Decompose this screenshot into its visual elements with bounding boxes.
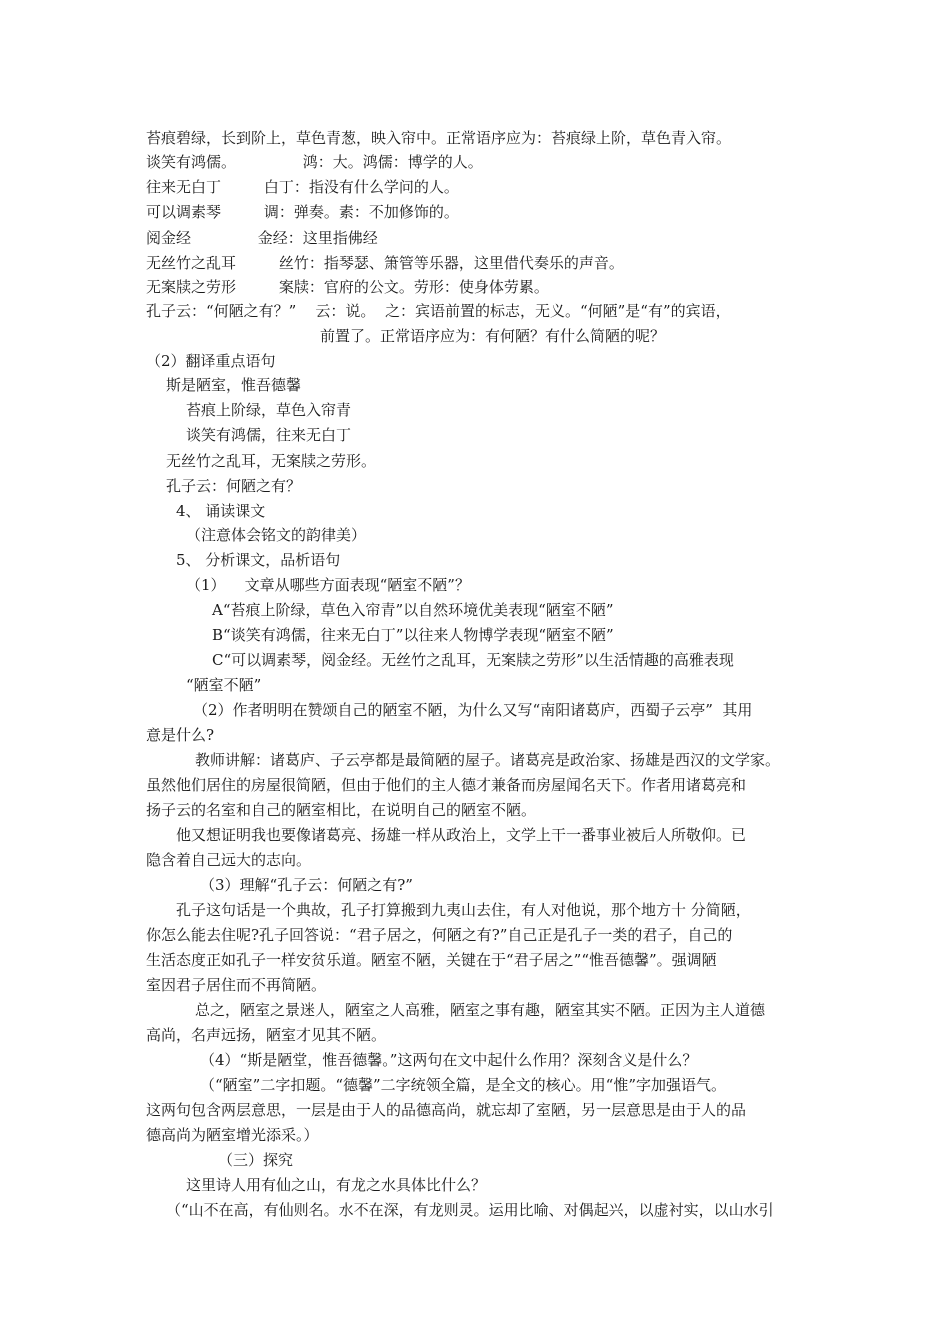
text-line: 谈笑有鸿儒。 鸿：大。鸿儒：博学的人。 bbox=[146, 153, 483, 171]
text-line: 谈笑有鸿儒，往来无白丁 bbox=[186, 426, 352, 444]
text-line: 总之，陋室之景迷人，陋室之人高雅，陋室之事有趣，陋室其实不陋。正因为主人道德 bbox=[195, 1001, 766, 1019]
text-line: 隐含着自己远大的志向。 bbox=[146, 851, 312, 869]
text-line: 孔子云：“何陋之有？” 云：说。 之：宾语前置的标志，无义。“何陋”是“有”的宾语， bbox=[146, 302, 731, 320]
text-line: 苔痕碧绿，长到阶上，草色青葱，映入帘中。正常语序应为：苔痕绿上阶，草色青入帘。 bbox=[146, 129, 732, 147]
text-line: 他又想证明我也要像诸葛亮、扬雄一样从政治上，文学上干一番事业被后人所敬仰。已 bbox=[176, 826, 747, 844]
text-line: （4）“斯是陋堂，惟吾德馨。”这两句在文中起什么作用？深刻含义是什么？ bbox=[200, 1051, 698, 1069]
text-line: 虽然他们居住的房屋很简陋，但由于他们的主人德才兼备而房屋闻名天下。作者用诸葛亮和 bbox=[146, 776, 747, 794]
section-heading: （三）探究 bbox=[218, 1151, 294, 1169]
text-line: （注意体会铭文的韵律美） bbox=[186, 526, 367, 544]
text-line: 这两句包含两层意思，一层是由于人的品德高尚，就忘却了室陋，另一层意思是由于人的品 bbox=[146, 1101, 747, 1119]
section-heading: 5、 分析课文，品析语句 bbox=[176, 551, 341, 569]
text-line: C“可以调素琴，阅金经。无丝竹之乱耳，无案牍之劳形”以生活情趣的高雅表现 bbox=[212, 651, 734, 669]
text-line: （“山不在高，有仙则名。水不在深，有龙则灵。运用比喻、对偶起兴，以虚衬实，以山水引 bbox=[166, 1201, 774, 1219]
text-line: B“谈笑有鸿儒，往来无白丁”以往来人物博学表现“陋室不陋” bbox=[212, 626, 614, 644]
text-line: 意是什么? bbox=[146, 726, 215, 744]
text-line: 无丝竹之乱耳 丝竹：指琴瑟、箫管等乐器，这里借代奏乐的声音。 bbox=[146, 254, 624, 272]
section-heading: 4、 诵读课文 bbox=[176, 502, 266, 520]
text-line: 往来无白丁 白丁：指没有什么学问的人。 bbox=[146, 178, 459, 196]
text-line: （3）理解“孔子云：何陋之有?” bbox=[200, 876, 413, 894]
text-line: 你怎么能去住呢?孔子回答说：“君子居之，何陋之有?”自己正是孔子一类的君子，自己的 bbox=[146, 926, 733, 944]
text-line: 高尚，名声远扬，陋室才见其不陋。 bbox=[146, 1026, 387, 1044]
text-line: 前置了。正常语序应为：有何陋？有什么简陋的呢？ bbox=[320, 327, 666, 345]
text-line: 室因君子居住而不再简陋。 bbox=[146, 976, 327, 994]
text-line: 生活态度正如孔子一样安贫乐道。陋室不陋，关键在于“君子居之”“惟吾德馨”。强调陋 bbox=[146, 951, 717, 969]
text-line: （2）作者明明在赞颂自己的陋室不陋，为什么又写“南阳诸葛庐，西蜀子云亭” 其用 bbox=[193, 701, 753, 719]
text-line: 教师讲解：诸葛庐、子云亭都是最简陋的屋子。诸葛亮是政治家、扬雄是西汉的文学家。 bbox=[195, 751, 781, 769]
text-line: （1） 文章从哪些方面表现“陋室不陋”？ bbox=[186, 576, 470, 594]
text-line: （“陋室”二字扣题。“德馨”二字统领全篇，是全文的核心。用“惟”字加强语气。 bbox=[200, 1076, 727, 1094]
section-heading: （2）翻译重点语句 bbox=[146, 352, 276, 370]
text-line: A“苔痕上阶绿，草色入帘青”以自然环境优美表现“陋室不陋” bbox=[212, 601, 614, 619]
text-line: “陋室不陋” bbox=[186, 676, 262, 694]
text-line: 斯是陋室，惟吾德馨 bbox=[166, 376, 302, 394]
text-line: 无案牍之劳形 案牍：官府的公文。劳形：使身体劳累。 bbox=[146, 278, 549, 296]
text-line: 孔子云：何陋之有？ bbox=[166, 477, 302, 495]
text-line: 孔子这句话是一个典故，孔子打算搬到九夷山去住，有人对他说，那个地方十 分简陋， bbox=[176, 901, 751, 919]
text-line: 扬子云的名室和自己的陋室相比，在说明自己的陋室不陋。 bbox=[146, 801, 537, 819]
text-line: 德高尚为陋室增光添采。） bbox=[146, 1126, 319, 1144]
text-line: 这里诗人用有仙之山，有龙之水具体比什么？ bbox=[186, 1176, 487, 1194]
text-line: 无丝竹之乱耳，无案牍之劳形。 bbox=[166, 452, 377, 470]
text-line: 苔痕上阶绿，草色入帘青 bbox=[186, 401, 352, 419]
text-line: 阅金经 金经：这里指佛经 bbox=[146, 229, 378, 247]
text-line: 可以调素琴 调：弹奏。素：不加修饰的。 bbox=[146, 203, 459, 221]
